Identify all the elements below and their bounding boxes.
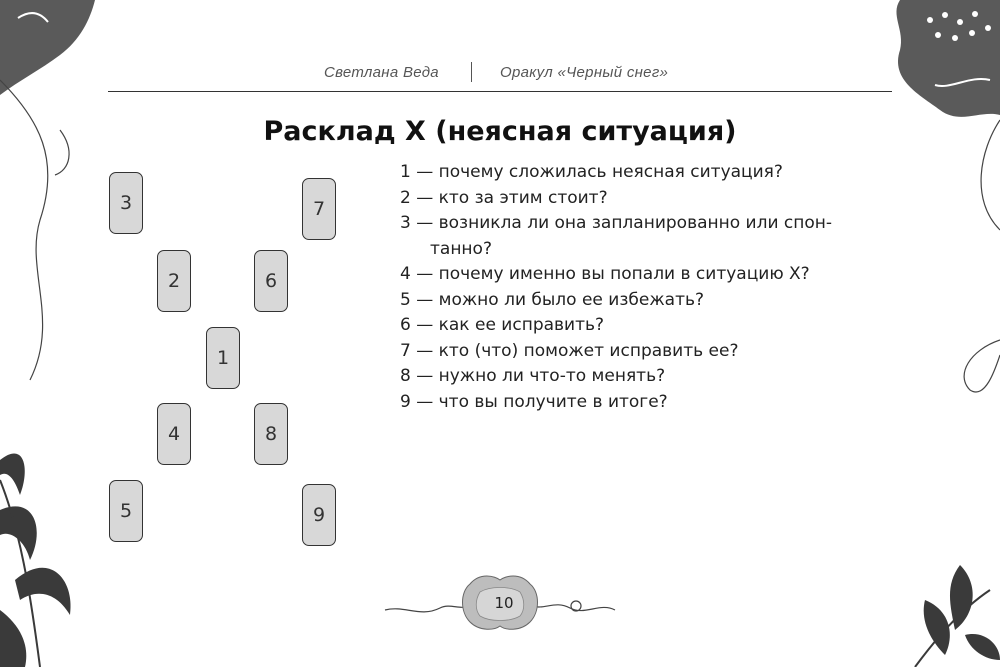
book-title: Оракул «Черный снег» <box>500 64 669 81</box>
card-2: 2 <box>157 250 191 312</box>
header-rule <box>108 91 892 92</box>
legend-item-8: 8 — нужно ли что-то менять? <box>400 366 666 386</box>
card-1: 1 <box>206 327 240 389</box>
card-9: 9 <box>302 484 336 546</box>
position-legend <box>400 160 895 415</box>
legend-item-1: 1 — почему сложилась неясная ситуация? <box>400 162 783 182</box>
legend-item-3: 3 — возникла ли она запланированно или спон- <box>400 213 833 233</box>
page-title: Расклад Х (неясная ситуация) <box>263 116 737 147</box>
bottom-right-leaves-decoration <box>905 560 1000 667</box>
legend-item-2: 2 — кто за этим стоит? <box>400 187 608 208</box>
author-name: Светлана Веда <box>324 64 439 81</box>
card-4: 4 <box>157 403 191 465</box>
legend-item-9: 9 — что вы получите в итоге? <box>400 391 668 412</box>
legend-item-5: 5 — можно ли было ее избежать? <box>400 289 705 310</box>
card-8: 8 <box>254 403 288 465</box>
bottom-left-leaves-decoration <box>0 440 90 667</box>
legend-item-7: 7 — кто (что) поможет исправить ее? <box>400 340 739 361</box>
card-7: 7 <box>302 178 336 240</box>
card-5: 5 <box>109 480 143 542</box>
card-3: 3 <box>109 172 143 234</box>
legend-item-4: 4 — почему именно вы попали в ситуацию Х? <box>400 264 810 284</box>
page-number: 10 <box>494 594 514 612</box>
legend-item-3-continuation: танно? <box>430 238 492 259</box>
header-separator <box>471 62 472 82</box>
legend-item-6: 6 — как ее исправить? <box>400 315 605 335</box>
card-6: 6 <box>254 250 288 312</box>
